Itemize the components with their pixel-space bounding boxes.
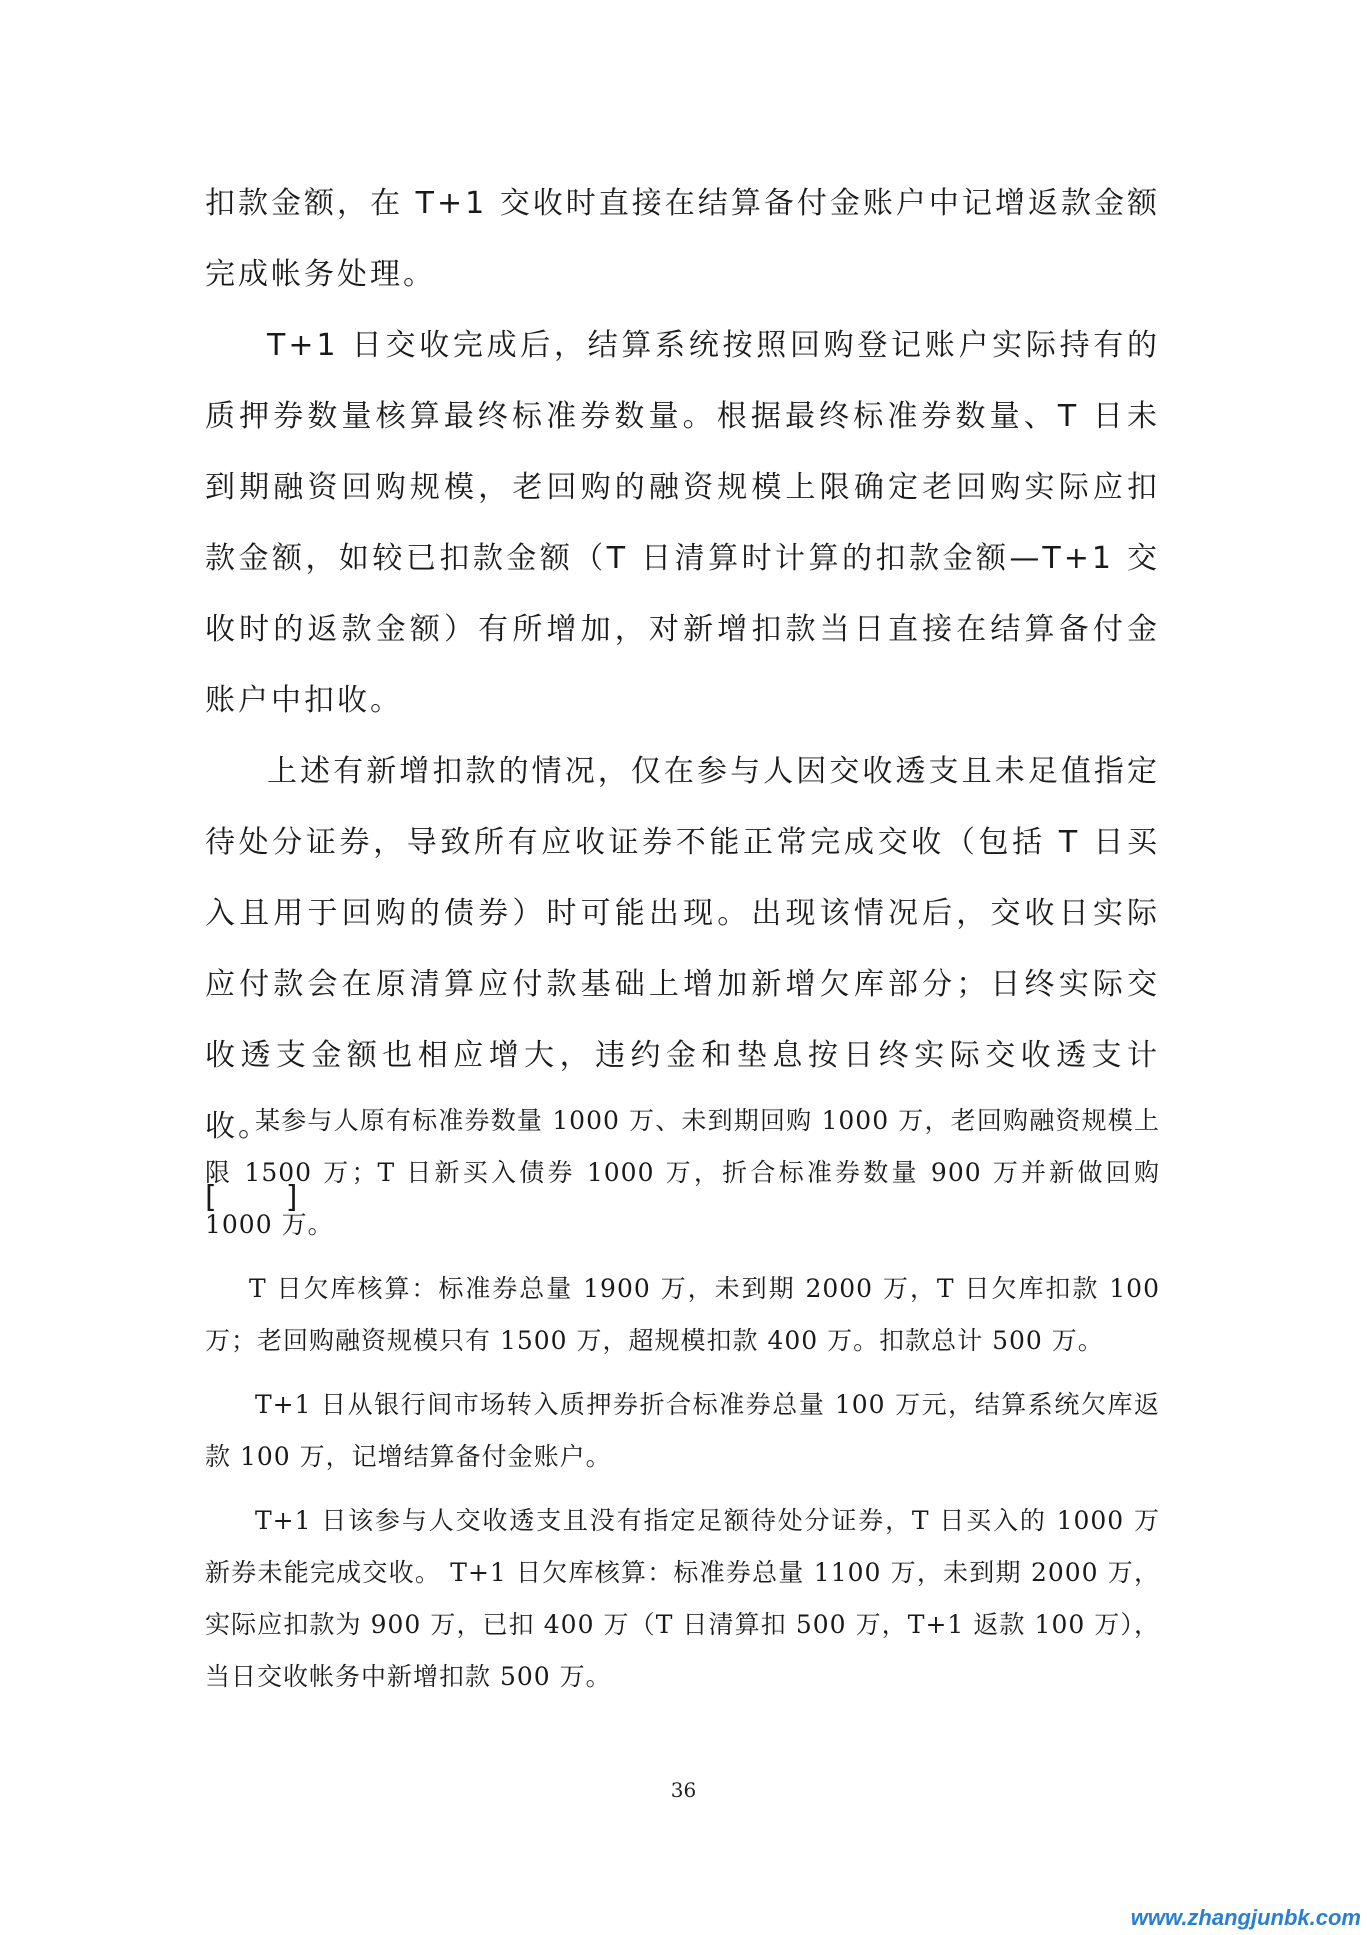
body-paragraph-3: 上述有新增扣款的情况，仅在参与人因交收透支且未足值指定待处分证券，导致所有应收证券不能正常完成交收（包括 T 日买入且用于回购的债券）时可能出现。出现该情况后，交收日实际应付款会在原清算应付款基础上增加新增欠库部分；日终实际交收透支金额也相应增大，违约金和垫息按日终实际交收透支计收。 <box>205 754 1160 1144</box>
example-paragraph-4: T+1 日该参与人交收透支且没有指定足额待处分证券，T 日买入的 1000 万新券未能完成交收。 T+1 日欠库核算：标准券总量 1100 万，未到期 2000 万，实际应扣款为 900 万，已扣 400 万（T 日清算扣 500 万，T+1 返款 100 万），当日交收帐务中新增扣款 500 万。 <box>205 1506 1160 1691</box>
example-paragraph-3: T+1 日从银行间市场转入质押券折合标准券总量 100 万元，结算系统欠库返款 100 万，记增结算备付金账户。 <box>205 1390 1160 1471</box>
example-paragraph-1: 某参与人原有标准券数量 1000 万、未到期回购 1000 万，老回购融资规模上限 1500 万；T 日新买入债券 1000 万，折合标准券数量 900 万并新做回购 1000 万。 <box>205 1106 1160 1239</box>
example-paragraph-2: T 日欠库核算：标准券总量 1900 万，未到期 2000 万，T 日欠库扣款 100 万；老回购融资规模只有 1500 万，超规模扣款 400 万。扣款总计 500 万。 <box>205 1274 1160 1355</box>
page-number: 36 <box>670 1778 697 1802</box>
main-text-section <box>205 168 1160 1233</box>
body-paragraph-1: 扣款金额，在 T+1 交收时直接在结算备付金账户中记增返款金额完成帐务处理。 <box>205 186 1160 292</box>
watermark-link[interactable]: www.zhangjunbk.com <box>1130 1905 1361 1930</box>
example-section <box>205 1095 1160 1715</box>
example-bracket-label: [ ] <box>205 1180 301 1215</box>
body-paragraph-2: T+1 日交收完成后，结算系统按照回购登记账户实际持有的质押券数量核算最终标准券数量。根据最终标准券数量、T 日未到期融资回购规模，老回购的融资规模上限确定老回购实际应扣款金额，如较已扣款金额（T 日清算时计算的扣款金额—T+1 交收时的返款金额）有所增加，对新增扣款当日直接在结算备付金账户中扣收。 <box>205 328 1160 718</box>
